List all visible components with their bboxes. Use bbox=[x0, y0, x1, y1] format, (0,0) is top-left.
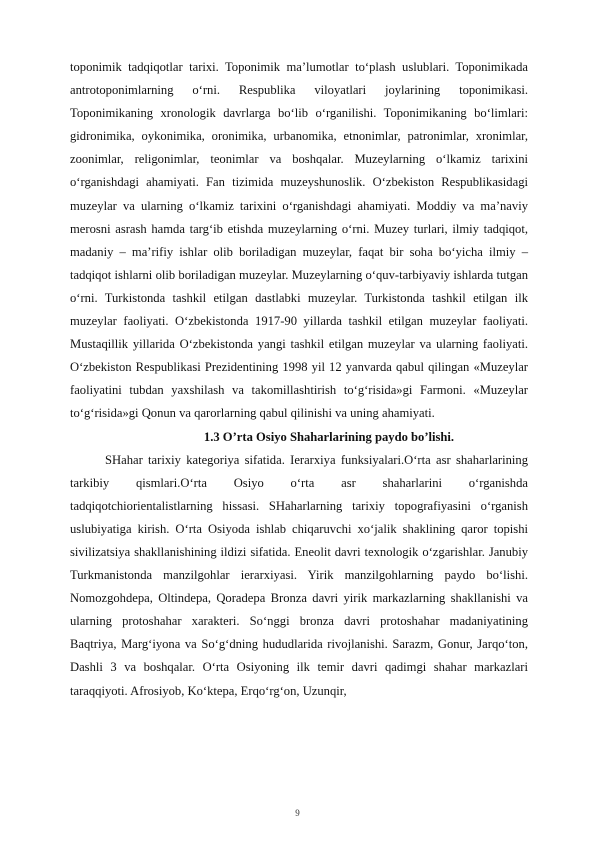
section-heading: 1.3 O’rta Osiyo Shaharlarining paydo bo’lishi. bbox=[203, 429, 455, 444]
body-paragraph: SHahar tarixiy kategoriya sifatida. Ierarxiya funksiyalari.O‘rta asr shaharlarining tarkibiy qismlari.O‘rta Osiyo o‘rta asr shaharlarini o‘rganishda tadqiqotchiorientalistlarning hissasi. SHaharlarning tarixiy topografiyasini o‘rganish uslubiyatiga kirish. O‘rta Osiyoda ishlab chiqaruvchi xo‘jalik shaklining qaror topishi sivilizatsiya shakllanishining ildizi sifatida. Eneolit davri texnologik o‘zgarishlar. Janubiy Turkmanistonda manzilgohlar ierarxiyasi. Yirik manzilgohlarning paydo bo‘lishi. Nomozgohdepa, Oltindepa, Qoradepa Bronza davri yirik markazlarning shakllanishi va ularning protoshahar xarakteri. So‘nggi bronza davri protoshahar madaniyatining Baqtriya, Marg‘iyona va So‘g‘dning hududlarida rivojlanishi. Sarazm, Gonur, Jarqo‘ton, Dashli 3 va boshqalar. O‘rta Osiyoning ilk temir davri qadimgi shahar markazlari taraqqiyoti. Afrosiyob, Ko‘ktepa, Erqo‘rg‘on, Uzunqir, bbox=[70, 452, 528, 698]
document-page bbox=[70, 56, 528, 703]
page-number: 9 bbox=[295, 808, 300, 818]
body-paragraph: toponimik tadqiqotlar tarixi. Toponimik ma’lumotlar to‘plash uslublari. Toponimikada antrotoponimlarning o‘rni. Respublika viloyatlari joylarining toponimikasi. Toponimikaning xronologik davrlarga bo‘lib o‘rganilishi. Toponimikaning bo‘limlari: gidronimika, oykonimika, oronimika, urbanomika, etnonimlar, patronimlar, xronimlar, zoonimlar, religonimlar, teonimlar va boshqalar. Muzeylarning o‘lkamiz tarixini o‘rganishdagi ahamiyati. Fan tizimida muzeyshunoslik. O‘zbekiston Respublikasidagi muzeylar va ularning o‘lkamiz tarixini o‘rganishdagi ahamiyati. Moddiy va ma’naviy merosni asrash hamda targ‘ib etishda muzeylarning o‘rni. Muzey turlari, ilmiy tadqiqot, madaniy – ma’rifiy ishlar olib boriladigan muzeylar, faqat bir soha bo‘yicha ilmiy – tadqiqot ishlarni olib boriladigan muzeylar. Muzeylarning o‘quv-tarbiyaviy ishlarda tutgan o‘rni. Turkistonda tashkil etilgan dastlabki muzeylar. Turkistonda tashkil etilgan ilk muzeylar faoliyati. O‘zbekistonda 1917-90 yillarda tashkil etilgan muzeylar faoliyati. Mustaqillik yillarida O‘zbekistonda yangi tashkil etilgan muzeylar va ularning faoliyati. O‘zbekiston Respublikasi Prezidentining 1998 yil 12 yanvarda qabul qilingan «Muzeylar faoliyatini tubdan yaxshilash va takomillashtirish to‘g‘risida»gi Farmoni. «Muzeylar to‘g‘risida»gi Qonun va qarorlarning qabul qilinishi va uning ahamiyati. bbox=[70, 60, 528, 421]
